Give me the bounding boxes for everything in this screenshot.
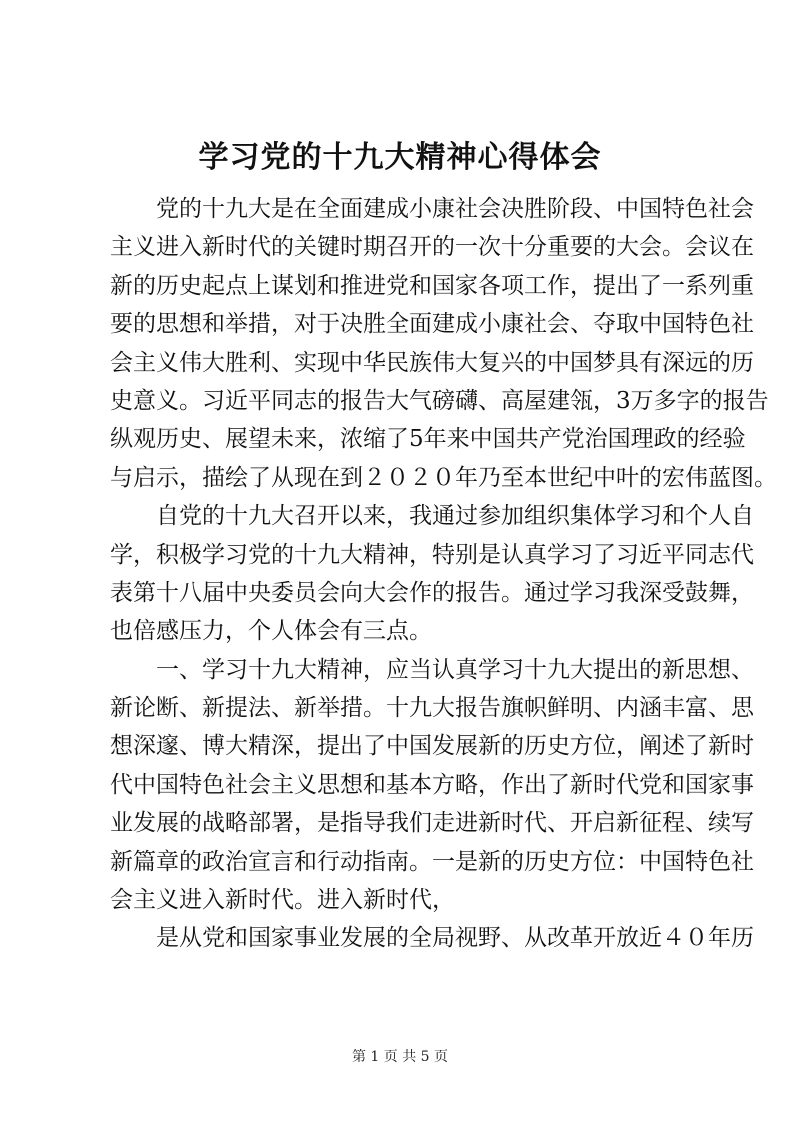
document-title: 学习党的十九大精神心得体会 [198,140,602,175]
body-line: 会主义进入新时代。进入新时代， [110,887,455,914]
body-line: 新论断、新提法、新举措。十九大报告旗帜鲜明、内涵丰富、思 [110,695,754,722]
body-line: 主义进入新时代的关键时期召开的一次十分重要的大会。会议在 [110,234,754,261]
body-line: 业发展的战略部署，是指导我们走进新时代、开启新征程、续写 [110,810,754,837]
body-line: 表第十八届中央委员会向大会作的报告。通过学习我深受鼓舞， [110,579,754,606]
body-line: 代中国特色社会主义思想和基本方略，作出了新时代党和国家事 [110,771,754,798]
document-body [110,190,777,958]
body-line: 是从党和国家事业发展的全局视野、从改革开放近４０年历 [110,925,754,952]
body-line: 史意义。习近平同志的报告大气磅礴、高屋建瓴，3万多字的报告 [110,387,769,414]
body-line: 会主义伟大胜利、实现中华民族伟大复兴的中国梦具有深远的历 [110,349,754,376]
body-line: 想深邃、博大精深，提出了中国发展新的历史方位，阐述了新时 [110,733,754,760]
body-line: 新篇章的政治宣言和行动指南。一是新的历史方位：中国特色社 [110,848,754,875]
body-line: 新的历史起点上谋划和推进党和国家各项工作，提出了一系列重 [110,272,754,299]
body-line: 与启示，描绘了从现在到２０２０年乃至本世纪中叶的宏伟蓝图。 [110,464,777,491]
page-number-footer: 第 1 页 共 5 页 [351,1049,449,1065]
body-line: 自党的十九大召开以来，我通过参加组织集体学习和个人自 [110,503,754,530]
body-line: 要的思想和举措，对于决胜全面建成小康社会、夺取中国特色社 [110,311,754,338]
body-line: 党的十九大是在全面建成小康社会决胜阶段、中国特色社会 [110,196,754,222]
body-line: 一、学习十九大精神，应当认真学习十九大提出的新思想、 [110,656,754,683]
body-line: 学，积极学习党的十九大精神，特别是认真学习了习近平同志代 [110,541,754,568]
body-line: 纵观历史、展望未来，浓缩了5年来中国共产党治国理政的经验 [110,426,746,453]
body-line: 也倍感压力，个人体会有三点。 [110,618,432,645]
